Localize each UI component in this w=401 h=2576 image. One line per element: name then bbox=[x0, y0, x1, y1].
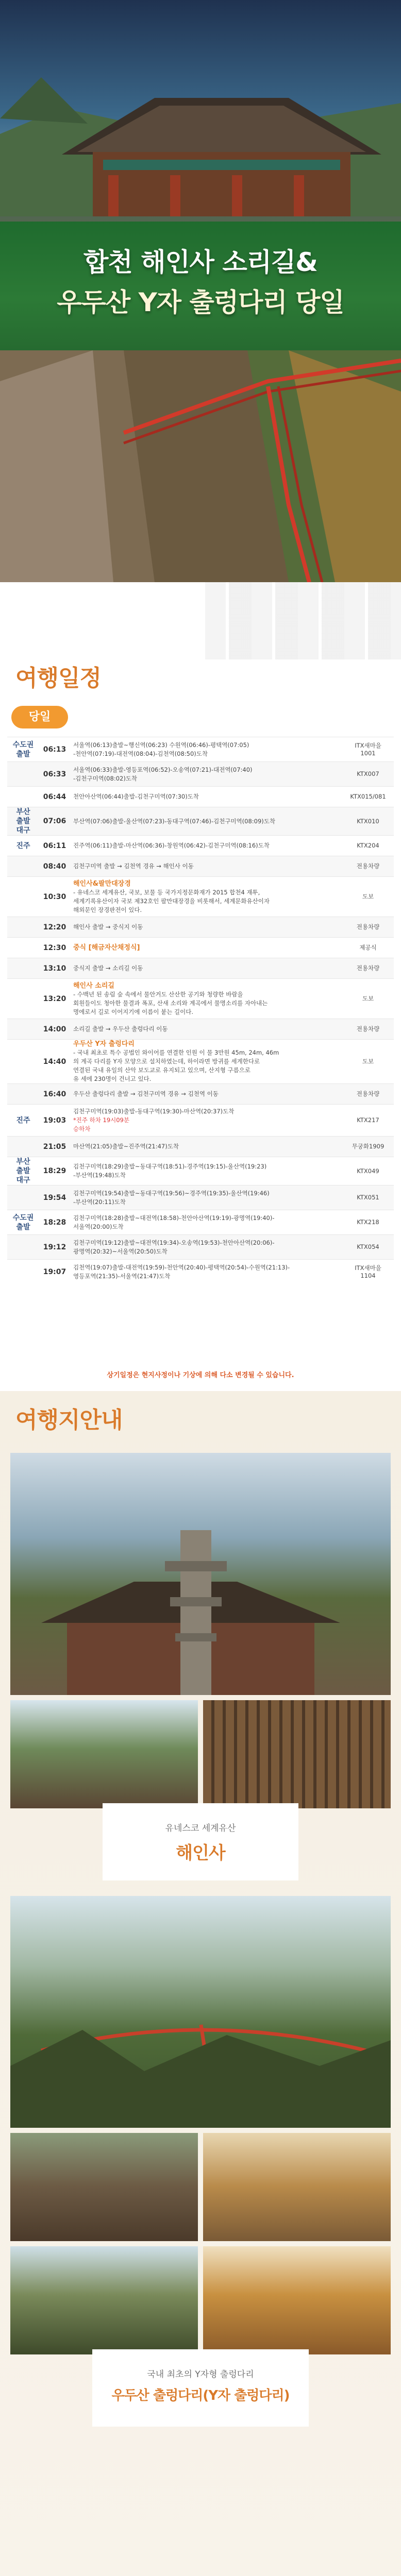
schedule-time: 19:54 bbox=[39, 1185, 70, 1210]
schedule-place: 부산 출발 대구 bbox=[7, 807, 39, 836]
schedule-row bbox=[7, 807, 394, 836]
temple-roof-illustration bbox=[0, 21, 401, 216]
schedule-transport: KTX217 bbox=[342, 1105, 394, 1137]
schedule-description: 김천구미역(19:03)출발-동대구역(19:30)-마산역(20:37)도착 *진주 하차 19시09분 승하차 bbox=[70, 1105, 342, 1137]
schedule-time: 16:40 bbox=[39, 1084, 70, 1105]
schedule-time: 06:13 bbox=[39, 737, 70, 762]
haeinsa-caption-big: 해인사 bbox=[176, 1843, 225, 1863]
schedule-row bbox=[7, 958, 394, 979]
bridge-caption-big: 우두산 출렁다리(Y자 출렁다리) bbox=[111, 2388, 290, 2403]
schedule-transport: KTX051 bbox=[342, 1185, 394, 1210]
schedule-row bbox=[7, 1235, 394, 1260]
schedule-place: 부산 출발 대구 bbox=[7, 1157, 39, 1185]
schedule-place: 진주 bbox=[7, 1105, 39, 1137]
schedule-place bbox=[7, 938, 39, 958]
bridge-illustration bbox=[0, 350, 401, 582]
schedule-time: 12:20 bbox=[39, 917, 70, 938]
schedule-row bbox=[7, 1210, 394, 1235]
schedule-row bbox=[7, 1084, 394, 1105]
schedule-place bbox=[7, 877, 39, 917]
schedule-description: 김천구미역(18:29)출발~동대구역(18:51)-경주역(19:15)-울산역(19:23) -부산역(19:48)도착 bbox=[70, 1157, 342, 1185]
schedule-row bbox=[7, 787, 394, 807]
day-label: 당일 bbox=[11, 706, 68, 728]
hero-title bbox=[0, 242, 401, 323]
schedule-transport: 제공식 bbox=[342, 938, 394, 958]
schedule-time: 19:07 bbox=[39, 1260, 70, 1284]
haeinsa-caption-small: 유네스코 세계유산 bbox=[165, 1823, 236, 1834]
schedule-description: 해인사 소리길 - 수백년 된 송림 숲 속에서 물안거도 산산한 공기와 청량한 바람을 회원들이도 청아한 물결과 폭포, 산새 소리와 계곡에서 물명소리를 자아내는 명에로서 길로 이어지기에 이름이 붙는 길이다. bbox=[70, 979, 342, 1019]
schedule-place: 수도권 출발 bbox=[7, 1210, 39, 1235]
schedule-place bbox=[7, 856, 39, 877]
schedule-row bbox=[7, 1137, 394, 1157]
schedule-time: 06:44 bbox=[39, 787, 70, 807]
schedule-table bbox=[7, 737, 394, 1284]
haeinsa-photo-main bbox=[10, 1453, 391, 1695]
schedule-transport: KTX218 bbox=[342, 1210, 394, 1235]
schedule-description: 우두산 출렁다리 출발 → 김천구미역 경유 → 김천역 이동 bbox=[70, 1084, 342, 1105]
schedule-row bbox=[7, 1105, 394, 1137]
schedule-transport: KTX010 bbox=[342, 807, 394, 836]
schedule-description: 중식지 출발 → 소리길 이동 bbox=[70, 958, 342, 979]
schedule-description: 서울역(06:13)출발~행신역(06:23) 수원역(06:46)-평택역(07:05) -천안역(07:19)-대전역(08:04)-김천역(08:50)도착 bbox=[70, 737, 342, 762]
schedule-row bbox=[7, 836, 394, 856]
schedule-row bbox=[7, 1019, 394, 1040]
schedule-description: 부산역(07:06)출발-울산역(07:23)-동대구역(07:46)-김천구미역(08:09)도착 bbox=[70, 807, 342, 836]
bridge-photo-4 bbox=[203, 2246, 391, 2354]
hero-title-line2: 우두산 Y자 출렁다리 당일 bbox=[57, 287, 344, 317]
bridge-photo-2 bbox=[203, 2133, 391, 2241]
schedule-transport: KTX054 bbox=[342, 1235, 394, 1260]
schedule-place bbox=[7, 1040, 39, 1084]
schedule-row bbox=[7, 1260, 394, 1284]
schedule-transport: 도보 bbox=[342, 1040, 394, 1084]
itinerary-notice: 상기일정은 현지사정이나 기상에 의해 다소 변경될 수 있습니다. bbox=[107, 1371, 294, 1379]
schedule-description: 마산역(21:05)출발~진주역(21:47)도착 bbox=[70, 1137, 342, 1157]
itinerary-section bbox=[0, 582, 401, 1391]
schedule-description: 서울역(06:33)출발-영등포역(06:52)-오송역(07:21)-대전역(07:40) -김천구미역(08:02)도착 bbox=[70, 762, 342, 787]
schedule-transport: 전용차량 bbox=[342, 958, 394, 979]
schedule-row bbox=[7, 737, 394, 762]
schedule-time: 08:40 bbox=[39, 856, 70, 877]
schedule-row bbox=[7, 1185, 394, 1210]
schedule-place bbox=[7, 1084, 39, 1105]
schedule-description: 소리길 출발 → 우두산 출렁다리 이동 bbox=[70, 1019, 342, 1040]
hero-banner bbox=[0, 0, 401, 582]
schedule-time: 13:20 bbox=[39, 979, 70, 1019]
schedule-time: 19:12 bbox=[39, 1235, 70, 1260]
schedule-transport: 무궁화1909 bbox=[342, 1137, 394, 1157]
schedule-place: 수도권 출발 bbox=[7, 737, 39, 762]
schedule-description: 해인사 출발 → 중식지 이동 bbox=[70, 917, 342, 938]
schedule-place bbox=[7, 917, 39, 938]
schedule-description: 김천구미역 출발 → 김천역 경유 → 해인사 이동 bbox=[70, 856, 342, 877]
schedule-description: 김천구미역(18:28)출발~대전역(18:58)-천안아산역(19:19)-광명역(19:40)- 서울역(20:00)도착 bbox=[70, 1210, 342, 1235]
schedule-transport: KTX049 bbox=[342, 1157, 394, 1185]
itinerary-title: 여행일정 bbox=[15, 665, 102, 691]
schedule-row bbox=[7, 1157, 394, 1185]
schedule-time: 06:33 bbox=[39, 762, 70, 787]
schedule-row bbox=[7, 1040, 394, 1084]
schedule-time: 10:30 bbox=[39, 877, 70, 917]
schedule-description: 우두산 Y자 출렁다리 - 국내 최초로 특수 공법인 와이어를 연결한 인원 이 물 3만원 45m, 24m, 46m 의 계곡 다리를 Y자 모양으로 설치하였는데, 하이라면 방귀를 세게한다로 연결된 국내 유일의 산악 보도교로 유지되고 있으며, 산지형 구름으로 유 세에 230명이 건너고 있다. bbox=[70, 1040, 342, 1084]
schedule-place bbox=[7, 979, 39, 1019]
schedule-description: 진주역(06:11)출발-마산역(06:36)-창원역(06:42)-김천구미역(08:16)도착 bbox=[70, 836, 342, 856]
schedule-transport: 도보 bbox=[342, 979, 394, 1019]
schedule-description: 해인사&팔만대장경 - 유네스코 세계유산, 국보, 보물 등 국가지정문화재가 2015 합천4 재투, 세계기록유산이자 국보 제32호인 팔만대장경을 비롯해서, 세계문화유산이자 해외문인 장경판전이 있다. bbox=[70, 877, 342, 917]
schedule-place bbox=[7, 958, 39, 979]
schedule-transport: 전용차량 bbox=[342, 917, 394, 938]
schedule-row bbox=[7, 938, 394, 958]
schedule-place bbox=[7, 1019, 39, 1040]
schedule-place bbox=[7, 1235, 39, 1260]
bridge-caption bbox=[92, 2349, 309, 2427]
guide-title: 여행지안내 bbox=[15, 1407, 123, 1433]
bridge-photo-3 bbox=[10, 2246, 198, 2354]
bridge-photo-1 bbox=[10, 2133, 198, 2241]
schedule-place bbox=[7, 1137, 39, 1157]
schedule-time: 13:10 bbox=[39, 958, 70, 979]
schedule-time: 18:29 bbox=[39, 1157, 70, 1185]
schedule-place bbox=[7, 1185, 39, 1210]
schedule-transport: ITX새마을 1001 bbox=[342, 737, 394, 762]
decorative-stripes bbox=[205, 582, 401, 659]
haeinsa-pagoda-illustration bbox=[10, 1453, 391, 1695]
schedule-description: 김천역(19:07)출발-대전역(19:59)-천안역(20:40)-평택역(20:54)-수원역(21:13)- 영등포역(21:35)-서울역(21:47)도착 bbox=[70, 1260, 342, 1284]
schedule-time: 06:11 bbox=[39, 836, 70, 856]
schedule-description: 중식 [해금자산채정식] bbox=[70, 938, 342, 958]
schedule-transport: 전용차량 bbox=[342, 856, 394, 877]
schedule-transport: 전용차량 bbox=[342, 1019, 394, 1040]
schedule-place: 진주 bbox=[7, 836, 39, 856]
haeinsa-photo-right bbox=[203, 1700, 391, 1808]
schedule-time: 14:00 bbox=[39, 1019, 70, 1040]
schedule-time: 07:06 bbox=[39, 807, 70, 836]
schedule-row bbox=[7, 917, 394, 938]
schedule-transport: 전용차량 bbox=[342, 1084, 394, 1105]
bridge-photo-main bbox=[10, 1896, 391, 2128]
schedule-transport: KTX015/081 bbox=[342, 787, 394, 807]
schedule-place bbox=[7, 762, 39, 787]
hero-title-line1: 합천 해인사 소리길& bbox=[83, 247, 318, 277]
guide-section bbox=[0, 1391, 401, 2576]
schedule-time: 14:40 bbox=[39, 1040, 70, 1084]
schedule-place bbox=[7, 1260, 39, 1284]
schedule-time: 18:28 bbox=[39, 1210, 70, 1235]
schedule-description: 김천구미역(19:54)출발~동대구역(19:56)~경주역(19:35)-울산역(19:46) -부산역(20:11)도착 bbox=[70, 1185, 342, 1210]
schedule-description: 천안아산역(06:44)출발-김천구미역(07:30)도착 bbox=[70, 787, 342, 807]
schedule-description: 김천구미역(19:12)출발~대전역(19:34)-오송역(19:53)-천안아산역(20:06)- 광명역(20:32)~서울역(20:50)도착 bbox=[70, 1235, 342, 1260]
haeinsa-photo-left bbox=[10, 1700, 198, 1808]
schedule-time: 21:05 bbox=[39, 1137, 70, 1157]
schedule-row bbox=[7, 856, 394, 877]
schedule-place bbox=[7, 787, 39, 807]
bridge-caption-small: 국내 최초의 Y자형 출렁다리 bbox=[147, 2369, 254, 2380]
haeinsa-caption bbox=[103, 1803, 298, 1880]
schedule-row bbox=[7, 979, 394, 1019]
schedule-transport: KTX007 bbox=[342, 762, 394, 787]
schedule-transport: 도보 bbox=[342, 877, 394, 917]
schedule-transport: ITX새마을 1104 bbox=[342, 1260, 394, 1284]
schedule-row bbox=[7, 762, 394, 787]
schedule-row bbox=[7, 877, 394, 917]
schedule-transport: KTX204 bbox=[342, 836, 394, 856]
schedule-time: 19:03 bbox=[39, 1105, 70, 1137]
bridge-main-illustration bbox=[10, 1896, 391, 2128]
schedule-time: 12:30 bbox=[39, 938, 70, 958]
